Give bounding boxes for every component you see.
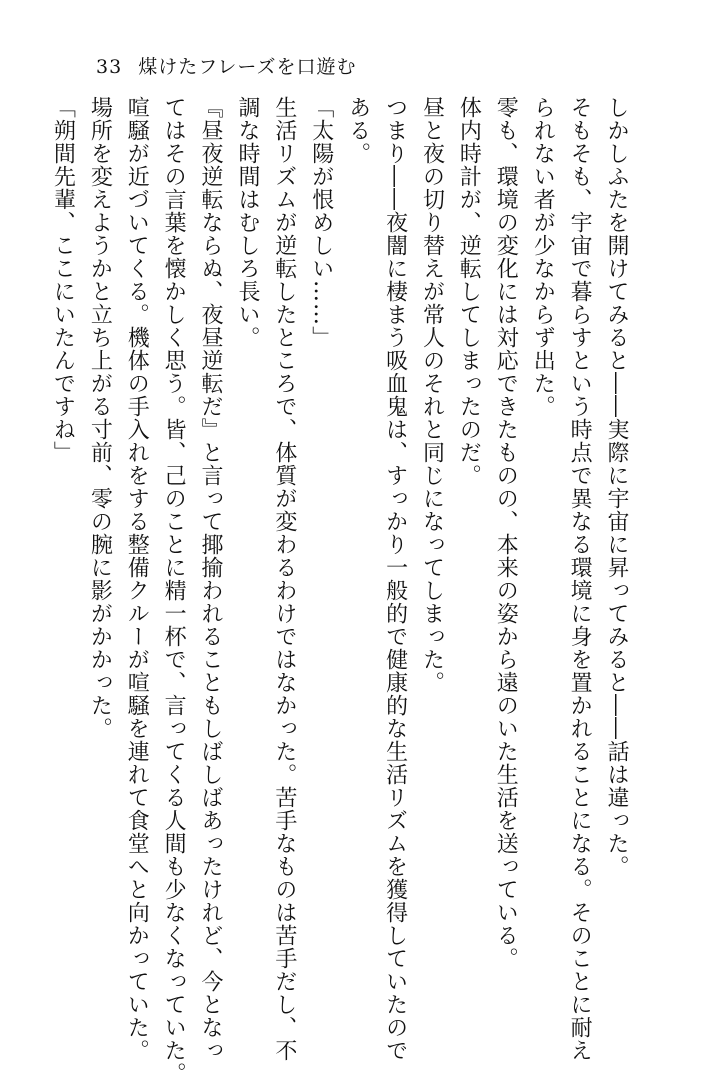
text-line: 零も、環境の変化には対応できたものの、本来の姿から遠のいた生活を送っている。: [493, 96, 519, 970]
text-line: 生活リズムが逆転したところで、体質が変わるわけではなかった。苦手なものは苦手だし、不: [271, 96, 297, 1062]
page-number: 33: [96, 56, 123, 78]
text-line: 喧騒が近づいてくる。機体の手入れをする整備クルーが喧騒を連れて食堂へと向かっていた。: [124, 96, 150, 1062]
text-line: 「太陽が恨めしい……」: [308, 96, 334, 349]
text-line: られない者が少なからず出た。: [530, 96, 556, 418]
text-line: しかしふたを開けてみると――実際に宇宙に昇ってみると――話は違った。: [604, 96, 629, 878]
text-line: 体内時計が、逆転してしまったのだ。: [456, 96, 482, 487]
text-line: 『昼夜逆転ならぬ、夜昼逆転だ』と言って揶揄われることもしばしばあったけれど、今となっ: [198, 96, 224, 1062]
text-line: ある。: [345, 96, 371, 165]
page-header: [96, 52, 356, 79]
text-line: 場所を変えようかと立ち上がる寸前、零の腕に影がかかった。: [87, 96, 113, 740]
text-line: つまり――夜闇に棲まう吸血鬼は、すっかり一般的で健康的な生活リズムを獲得していたので: [382, 96, 408, 1062]
text-line: てはその言葉を懐かしく思う。皆、己のことに精一杯で、言ってくる人間も少なくなっていた。: [161, 96, 187, 1085]
chapter-title: 煤けたフレーズを口遊む: [138, 56, 357, 78]
text-line: 調な時間はむしろ長い。: [234, 96, 260, 349]
body-text: [44, 96, 635, 1085]
text-line: 昼と夜の切り替えが常人のそれと同じになってしまった。: [419, 96, 445, 694]
text-line: 「朔間先輩、ここにいたんですね」: [50, 96, 76, 464]
text-line: そもそも、宇宙で暮らすという時点で異なる環境に身を置かれることになる。そのことに耐え: [567, 96, 593, 1062]
